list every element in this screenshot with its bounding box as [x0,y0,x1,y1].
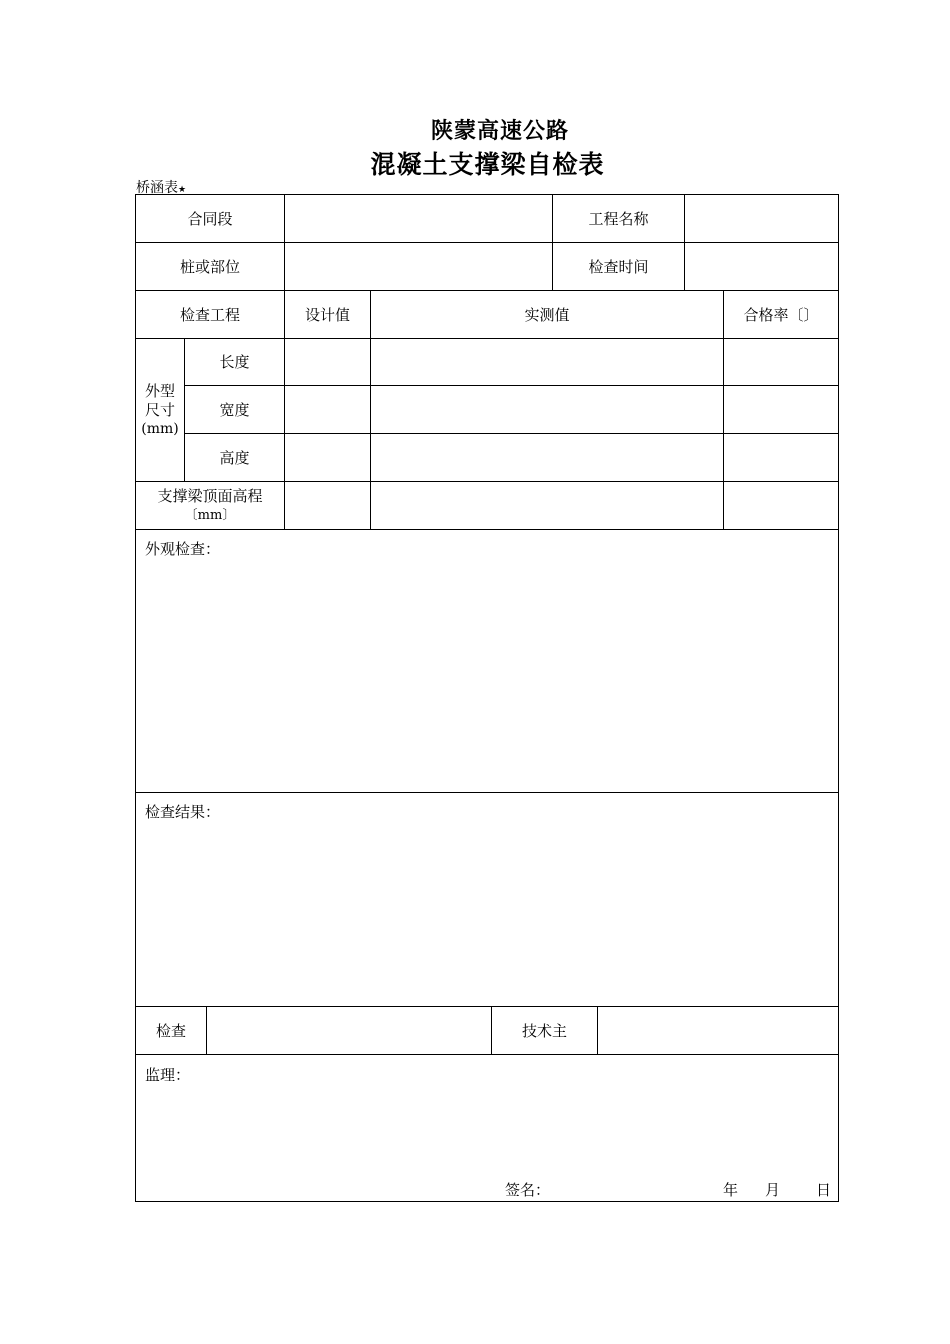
location-label: 桩或部位 [179,257,240,276]
height-design-field[interactable] [285,434,370,481]
contract-section-field[interactable] [285,195,552,242]
row-divider [136,792,838,793]
day-label: 日 [816,1181,832,1199]
signature-label: 签名： [505,1181,551,1199]
tech-lead-field[interactable] [598,1007,838,1054]
project-name-field[interactable] [685,195,838,242]
supervisor-comment-field[interactable] [145,1087,829,1167]
row-divider [136,1054,838,1055]
header-design-value: 设计值 [304,305,350,324]
width-design-field[interactable] [285,386,370,433]
height-pass-rate-field[interactable] [724,434,838,481]
dimension-group-line2: 尺寸 [144,400,175,419]
elevation-label [136,482,284,529]
project-name-label: 工程名称 [588,209,649,228]
length-measured-field[interactable] [371,339,723,385]
appearance-check-field[interactable] [145,561,829,785]
width-measured-field[interactable] [371,386,723,433]
elevation-measured-field[interactable] [371,482,723,529]
inspection-form-table [135,194,839,1202]
header-measured-value: 实测值 [524,305,570,324]
length-design-field[interactable] [285,339,370,385]
contract-section-label: 合同段 [187,209,233,228]
location-field[interactable] [285,243,552,290]
supervisor-label: 监理： [145,1066,191,1084]
appearance-check-label: 外观检查： [145,540,221,558]
header-pass-rate: 合格率〔〕 [743,305,819,324]
row-height-label: 高度 [219,448,250,467]
check-result-label: 检查结果： [145,803,221,821]
dimension-group-label [136,339,184,481]
check-time-field[interactable] [685,243,838,290]
form-title: 混凝土支撑梁自检表 [370,150,605,179]
elevation-pass-rate-field[interactable] [724,482,838,529]
dimension-group-line1: 外型 [144,381,175,400]
tech-lead-label: 技术主 [521,1021,567,1040]
year-label: 年 [723,1181,739,1199]
signature-field[interactable] [556,1177,716,1197]
row-width-label: 宽度 [219,400,250,419]
row-divider [136,529,838,530]
length-pass-rate-field[interactable] [724,339,838,385]
check-time-label: 检查时间 [588,257,649,276]
dimension-group-unit: (mm) [141,420,179,437]
month-label: 月 [765,1181,781,1199]
check-result-field[interactable] [145,824,829,1000]
elevation-design-field[interactable] [285,482,370,529]
height-measured-field[interactable] [371,434,723,481]
elevation-label-text: 支撑梁顶面高程 [157,486,263,505]
star-icon: ★ [178,185,187,195]
width-pass-rate-field[interactable] [724,386,838,433]
row-length-label: 长度 [219,353,250,371]
page-title: 陕蒙高速公路 [430,119,569,144]
elevation-unit: 〔mm〕 [184,507,236,523]
form-code-text: 桥涵表 [136,180,178,196]
inspector-field[interactable] [207,1007,491,1054]
inspector-label: 检查 [155,1021,186,1040]
header-check-item: 检查工程 [179,305,240,324]
